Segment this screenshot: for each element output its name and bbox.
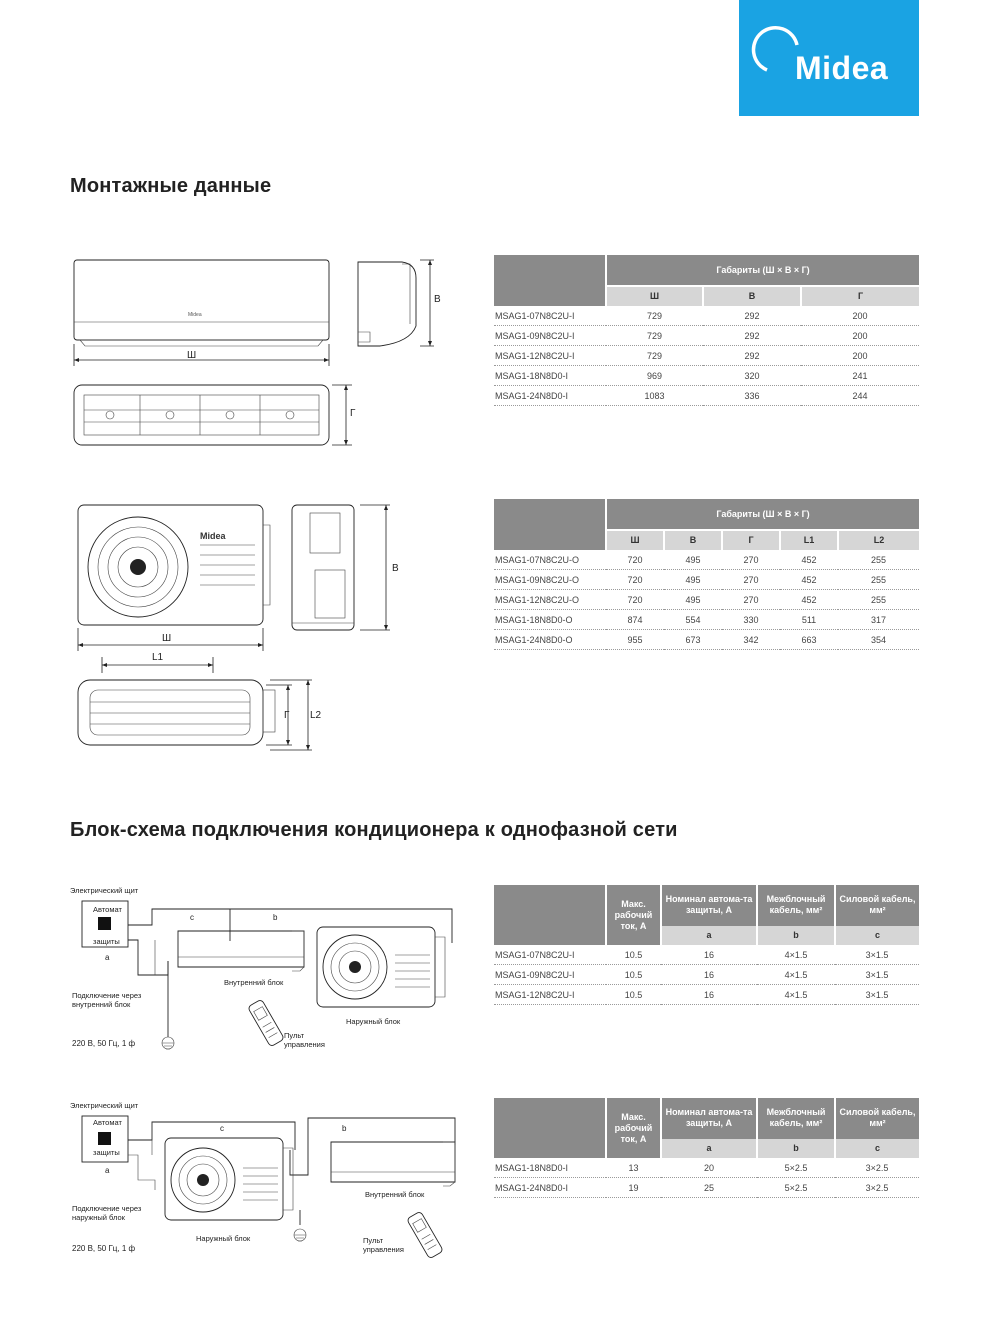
value-cell: 330 [722,610,780,630]
value-cell: 10.5 [606,985,661,1005]
value-cell: 495 [664,570,722,590]
outdoor-dimensions-table [494,499,919,650]
value-cell: 270 [722,570,780,590]
table-row [494,326,919,346]
value-cell: 729 [606,306,703,326]
value-cell: 554 [664,610,722,630]
value-cell: 3×1.5 [835,945,919,965]
table-corner [494,499,606,550]
value-cell: 4×1.5 [757,985,835,1005]
indoor-dimensions-table [494,255,919,406]
value-cell: 320 [703,366,801,386]
col-header: Ш [606,286,703,306]
value-cell: 13 [606,1158,661,1178]
outdoor-front-view [78,505,270,625]
indoor-side-view [358,262,416,346]
model-cell: MSAG1-24N8D0-O [494,630,606,650]
wiring-table-2 [494,1098,919,1198]
col-header: Силовой кабель, мм² [835,1098,919,1139]
value-cell: 244 [801,386,919,406]
value-cell: 16 [661,965,757,985]
model-cell: MSAG1-09N8C2U-I [494,965,606,985]
connection-via-1: Подключение через [72,1204,142,1213]
value-cell: 241 [801,366,919,386]
value-cell: 955 [606,630,664,650]
col-header: Межблочный кабель, мм² [757,885,835,926]
connection-via-1: Подключение через [72,991,142,1000]
model-cell: MSAG1-07N8C2U-O [494,550,606,570]
value-cell: 5×2.5 [757,1178,835,1198]
remote-label-1: Пульт [284,1031,305,1040]
table-row [494,550,919,570]
col-header: Номинал автома-та защиты, А [661,1098,757,1139]
col-letter: b [757,1139,835,1158]
col-header: В [664,530,722,550]
value-cell: 292 [703,326,801,346]
power-spec: 220 В, 50 Гц, 1 ф [72,1039,136,1048]
value-cell: 16 [661,945,757,965]
power-spec: 220 В, 50 Гц, 1 ф [72,1244,136,1253]
value-cell: 200 [801,306,919,326]
value-cell: 10.5 [606,965,661,985]
col-header: L1 [780,530,838,550]
table-row [494,630,919,650]
value-cell: 720 [606,590,664,610]
indoor-depth-label: Г [350,408,356,419]
model-cell: MSAG1-18N8D0-I [494,366,606,386]
cable-b-label: b [273,913,278,922]
value-cell: 255 [838,590,919,610]
indoor-unit-label: Внутренний блок [224,978,284,987]
value-cell: 452 [780,570,838,590]
col-header: Макс. рабочий ток, А [606,1098,661,1158]
breaker-label-bottom: защиты [93,1148,120,1157]
value-cell: 969 [606,366,703,386]
outdoor-side-view [292,505,354,630]
value-cell: 354 [838,630,919,650]
value-cell: 4×1.5 [757,965,835,985]
breaker-label-top: Автомат [93,1118,122,1127]
cable-a-label: a [105,1166,110,1175]
value-cell: 255 [838,570,919,590]
indoor-width-label: Ш [187,350,197,361]
value-cell: 452 [780,590,838,610]
table-corner [494,1098,606,1158]
value-cell: 5×2.5 [757,1158,835,1178]
table-row [494,570,919,590]
value-cell: 25 [661,1178,757,1198]
col-header: В [703,286,801,306]
model-cell: MSAG1-09N8C2U-O [494,570,606,590]
table-row [494,386,919,406]
value-cell: 3×1.5 [835,965,919,985]
model-cell: MSAG1-12N8C2U-O [494,590,606,610]
value-cell: 729 [606,346,703,366]
value-cell: 452 [780,550,838,570]
remote-sketch [248,999,285,1047]
cable-c-label: c [220,1124,224,1133]
outdoor-l1-label: L1 [152,652,164,663]
outdoor-unit-sketch [165,1138,293,1220]
table-row [494,306,919,326]
indoor-unit-sketch [178,931,304,971]
remote-label-2: управления [363,1245,404,1254]
indoor-top-view [74,385,329,445]
outdoor-unit-label: Наружный блок [346,1017,401,1026]
panel-label: Электрический щит [70,1101,139,1110]
wiring-diagram-indoor [60,885,480,1060]
col-header: Силовой кабель, мм² [835,885,919,926]
value-cell: 495 [664,590,722,610]
value-cell: 16 [661,985,757,1005]
col-header: Ш [606,530,664,550]
col-header: Г [801,286,919,306]
value-cell: 673 [664,630,722,650]
value-cell: 270 [722,590,780,610]
table-group-header: Габариты (Ш × В × Г) [606,499,919,530]
table-row [494,590,919,610]
indoor-height-label: В [434,294,441,305]
indoor-unit-sketch [331,1142,455,1186]
value-cell: 255 [838,550,919,570]
table-row [494,346,919,366]
outdoor-unit-drawing [60,495,450,765]
value-cell: 317 [838,610,919,630]
value-cell: 1083 [606,386,703,406]
model-cell: MSAG1-07N8C2U-I [494,945,606,965]
value-cell: 19 [606,1178,661,1198]
model-cell: MSAG1-18N8D0-I [494,1158,606,1178]
value-cell: 342 [722,630,780,650]
table-row [494,965,919,985]
table-row [494,1178,919,1198]
indoor-front-view [74,260,329,346]
table-row [494,985,919,1005]
col-header: Номинал автома-та защиты, А [661,885,757,926]
table-row [494,1158,919,1178]
value-cell: 200 [801,326,919,346]
wiring-table-1 [494,885,919,1005]
value-cell: 511 [780,610,838,630]
section-title-installation: Монтажные данные [70,175,272,197]
value-cell: 3×2.5 [835,1178,919,1198]
table-row [494,945,919,965]
outdoor-unit-label: Наружный блок [196,1234,251,1243]
value-cell: 720 [606,570,664,590]
value-cell: 4×1.5 [757,945,835,965]
connection-via-2: внутренний блок [72,1000,131,1009]
indoor-unit-drawing [60,250,450,465]
value-cell: 663 [780,630,838,650]
value-cell: 10.5 [606,945,661,965]
col-letter: a [661,926,757,945]
cable-c-label: c [190,913,194,922]
model-cell: MSAG1-24N8D0-I [494,1178,606,1198]
outdoor-l2-label: L2 [310,710,322,721]
cable-b-label: b [342,1124,347,1133]
outdoor-top-view [78,680,275,745]
value-cell: 292 [703,346,801,366]
remote-label-2: управления [284,1040,325,1049]
col-letter: c [835,1139,919,1158]
value-cell: 495 [664,550,722,570]
svg-text:Midea: Midea [188,312,202,318]
value-cell: 336 [703,386,801,406]
value-cell: 20 [661,1158,757,1178]
indoor-unit-label: Внутренний блок [365,1190,425,1199]
value-cell: 3×2.5 [835,1158,919,1178]
model-cell: MSAG1-18N8D0-O [494,610,606,630]
model-cell: MSAG1-09N8C2U-I [494,326,606,346]
table-row [494,366,919,386]
panel-label: Электрический щит [70,886,139,895]
value-cell: 3×1.5 [835,985,919,1005]
value-cell: 720 [606,550,664,570]
col-letter: b [757,926,835,945]
table-row [494,610,919,630]
brand-logo: Midea [795,50,889,86]
col-header: Г [722,530,780,550]
table-group-header: Габариты (Ш × В × Г) [606,255,919,286]
connection-via-2: наружный блок [72,1213,125,1222]
cable-a-label: a [105,953,110,962]
col-letter: a [661,1139,757,1158]
model-cell: MSAG1-12N8C2U-I [494,985,606,1005]
value-cell: 270 [722,550,780,570]
value-cell: 200 [801,346,919,366]
col-header: Макс. рабочий ток, А [606,885,661,945]
breaker-label-top: Автомат [93,905,122,914]
model-cell: MSAG1-24N8D0-I [494,386,606,406]
outdoor-unit-sketch [317,927,445,1007]
outdoor-height-label: В [392,563,399,574]
table-corner [494,885,606,945]
value-cell: 292 [703,306,801,326]
model-cell: MSAG1-07N8C2U-I [494,306,606,326]
section-title-wiring: Блок-схема подключения кондиционера к однофазной сети [70,819,678,841]
col-letter: c [835,926,919,945]
col-header: Межблочный кабель, мм² [757,1098,835,1139]
model-cell: MSAG1-12N8C2U-I [494,346,606,366]
outdoor-width-label: Ш [162,633,172,644]
table-corner [494,255,606,306]
remote-sketch [407,1211,444,1259]
col-header: L2 [838,530,919,550]
remote-label-1: Пульт [363,1236,384,1245]
svg-text:Midea: Midea [200,531,226,541]
value-cell: 874 [606,610,664,630]
outdoor-depth-label: Г [284,710,290,721]
value-cell: 729 [606,326,703,346]
breaker-label-bottom: защиты [93,937,120,946]
